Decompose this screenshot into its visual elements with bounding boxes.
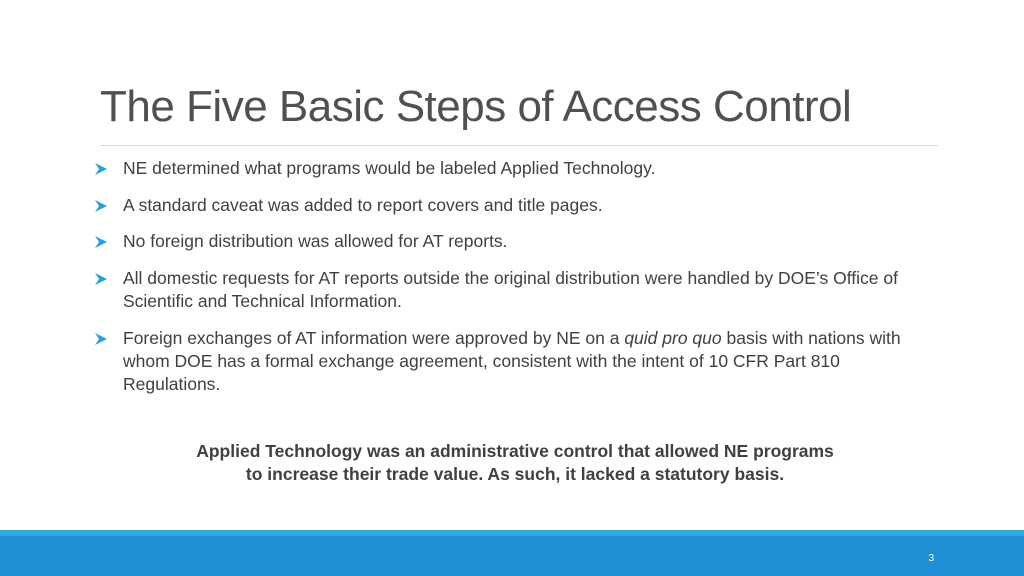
bullet-text-italic: quid pro quo: [624, 328, 722, 348]
arrowhead-bullet-icon: [94, 157, 123, 180]
bullet-item: [94, 267, 934, 313]
bullet-text: NE determined what programs would be labeled Applied Technology.: [123, 158, 656, 178]
arrowhead-bullet-icon: [94, 267, 123, 290]
title-divider: [100, 145, 938, 146]
bullet-list: [94, 157, 934, 410]
slide-title: The Five Basic Steps of Access Control: [100, 82, 852, 131]
footer-bar: [0, 536, 1024, 576]
bullet-item: [94, 157, 934, 180]
bullet-item: [94, 327, 934, 396]
arrowhead-bullet-icon: [94, 194, 123, 217]
bullet-text: No foreign distribution was allowed for AT reports.: [123, 231, 508, 251]
summary-note-line-1: Applied Technology was an administrative control that allowed NE programs: [196, 441, 834, 461]
bullet-text: All domestic requests for AT reports outside the original distribution were handled by DOE’s Office of Scientific and Technical Information.: [123, 268, 898, 311]
bullet-text-start: Foreign exchanges of AT information were approved by NE on a: [123, 328, 625, 348]
bullet-item: [94, 230, 934, 253]
summary-note: [140, 440, 890, 486]
arrowhead-bullet-icon: [94, 327, 123, 350]
arrowhead-bullet-icon: [94, 230, 123, 253]
page-number: 3: [928, 553, 934, 564]
bullet-text: A standard caveat was added to report covers and title pages.: [123, 195, 603, 215]
bullet-text-end: basis with nations with whom DOE has a formal exchange agreement, consistent with the intent of 10 CFR Part 810 Regulations.: [123, 328, 901, 394]
bullet-item: [94, 194, 934, 217]
bullet-text: [123, 327, 934, 396]
summary-note-line-2: to increase their trade value. As such, it lacked a statutory basis.: [245, 464, 785, 484]
